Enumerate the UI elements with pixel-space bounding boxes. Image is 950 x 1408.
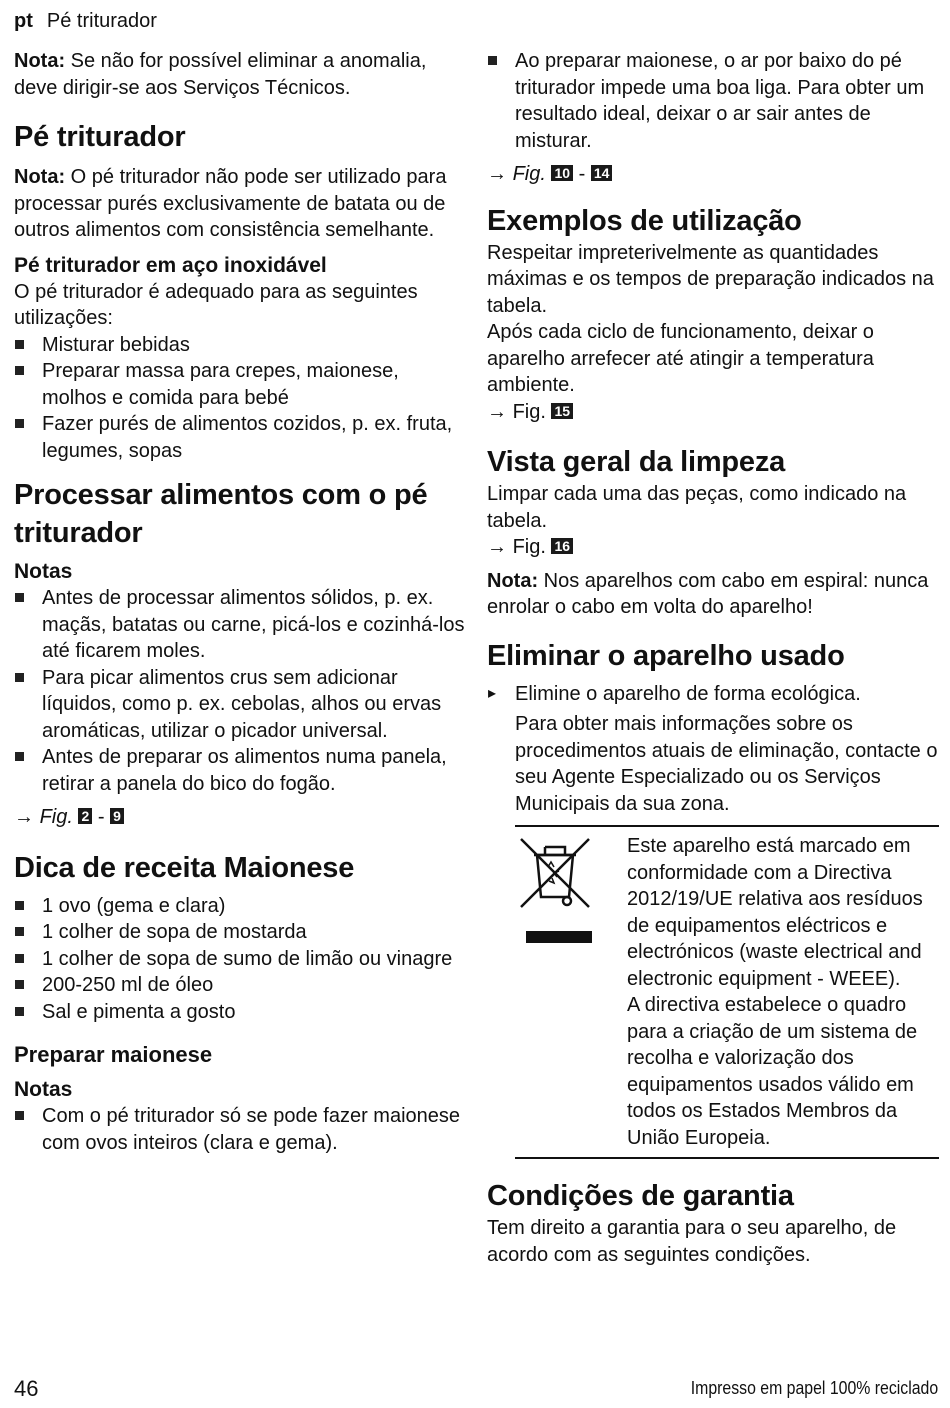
- step-item: ▸ Elimine o aparelho de forma ecológica.: [487, 681, 939, 708]
- paragraph: Este aparelho está marcado em conformidade com a Directiva 2012/19/UE relativa aos resíduos de equipamentos eléctricos e electrónicos (waste electrical and electronic equipment - WEEE).: [627, 835, 923, 990]
- weee-icon-cell: [515, 827, 625, 1157]
- arrow-icon: →: [487, 163, 507, 185]
- section-title-maionese: Dica de receita Maionese: [14, 851, 355, 884]
- uses-list: [14, 332, 466, 465]
- section-title-processar: Processar alimentos com o pé triturador: [14, 479, 428, 549]
- processing-notes-list: [14, 585, 466, 797]
- list-item: Antes de preparar os alimentos numa panela, retirar a panela do bico do fogão.: [14, 744, 466, 797]
- note-cabo-espiral: Nota: Nos aparelhos com cabo em espiral: nunca enrolar o cabo em volta do aparelho!: [487, 569, 929, 618]
- paragraph: Para obter mais informações sobre os procedimentos atuais de eliminação, contacte o seu Agente Especializado ou os Serviços Municipais da sua zona.: [515, 713, 938, 815]
- notes-heading: Notas: [14, 560, 73, 583]
- figure-reference: → Fig. 15: [487, 399, 939, 426]
- paragraph: A directiva estabelece o quadro para a criação de um sistema de recolha e valorização dos equipamentos usados válido em todos os Estados Membros da União Europeia.: [627, 994, 918, 1149]
- crossed-out-wheelie-bin-icon: [515, 833, 595, 943]
- arrow-icon: →: [487, 400, 507, 423]
- notes-heading: Notas: [14, 1078, 73, 1101]
- figure-number-badge: 15: [551, 403, 573, 419]
- disposal-steps: [487, 681, 939, 708]
- paragraph: Respeitar impreterivelmente as quantidades máximas e os tempos de preparação indicados na tabela.: [487, 241, 934, 317]
- section-title-eliminar: Eliminar o aparelho usado: [487, 639, 845, 672]
- list-item: Fazer purés de alimentos cozidos, p. ex. fruta, legumes, sopas: [14, 411, 466, 464]
- paragraph: Limpar cada uma das peças, como indicado na tabela.: [487, 483, 907, 532]
- page-header: [14, 10, 157, 33]
- footer-note: Impresso em papel 100% reciclado: [690, 1378, 938, 1398]
- weee-text: [625, 827, 939, 1157]
- section-title-limpeza: Vista geral da limpeza: [487, 446, 786, 478]
- list-item: Ao preparar maionese, o ar por baixo do pé triturador impede uma boa liga. Para obter um resultado ideal, deixar o ar sair antes de misturar.: [487, 48, 939, 154]
- figure-number-badge: 10: [551, 165, 573, 181]
- figure-reference: → Fig. 10 - 14: [487, 161, 939, 188]
- list-item: Antes de processar alimentos sólidos, p. ex. maçãs, batatas ou carne, picá-los e cozinhá-los até ficarem moles.: [14, 585, 466, 665]
- section-title-exemplos: Exemplos de utilização: [487, 204, 802, 237]
- right-column: [487, 48, 939, 1268]
- list-item: 1 colher de sopa de mostarda: [14, 919, 466, 946]
- list-item: Com o pé triturador só se pode fazer maionese com ovos inteiros (clara e gema).: [14, 1103, 466, 1156]
- paragraph: Tem direito a garantia para o seu aparelho, de acordo com as seguintes condições.: [487, 1217, 897, 1266]
- figure-number-badge: 9: [110, 808, 124, 824]
- list-item: 200-250 ml de óleo: [14, 972, 466, 999]
- figure-number-badge: 2: [78, 808, 92, 824]
- figure-reference: → Fig. 2 - 9: [14, 804, 466, 831]
- arrow-icon: →: [487, 536, 507, 558]
- list-item: Para picar alimentos crus sem adicionar líquidos, como p. ex. cebolas, alhos ou ervas aromáticas, utilizar o picador universal.: [14, 665, 466, 745]
- list-item: Misturar bebidas: [14, 332, 466, 359]
- page-number: 46: [14, 1376, 39, 1401]
- list-item: Sal e pimenta a gosto: [14, 999, 466, 1026]
- subsection-title-preparar-maionese: Preparar maionese: [14, 1042, 213, 1067]
- header-title: Pé triturador: [46, 10, 157, 32]
- figure-number-badge: 16: [551, 538, 573, 554]
- paragraph: Após cada ciclo de funcionamento, deixar o aparelho arrefecer até atingir a temperatura ambiente.: [487, 321, 874, 396]
- note-anomaly: Nota: Se não for possível eliminar a anomalia, deve dirigir-se aos Serviços Técnicos.: [14, 50, 427, 99]
- weee-notice-box: [515, 825, 939, 1159]
- list-item: 1 ovo (gema e clara): [14, 893, 466, 920]
- mayo-notes-list: [14, 1103, 466, 1156]
- figure-reference: → Fig. 16: [487, 534, 939, 561]
- arrow-icon: →: [14, 806, 34, 828]
- left-column: [14, 48, 466, 1156]
- language-code: pt: [14, 10, 33, 32]
- mayo-notes-list-continued: [487, 48, 939, 154]
- section-title-garantia: Condições de garantia: [487, 1180, 794, 1212]
- recipe-ingredients-list: [14, 893, 466, 1026]
- figure-number-badge: 14: [591, 165, 613, 181]
- section-title-pe-triturador: Pé triturador: [14, 121, 186, 153]
- list-item: 1 colher de sopa de sumo de limão ou vinagre: [14, 946, 466, 973]
- note-pures: Nota: O pé triturador não pode ser utilizado para processar purés exclusivamente de batata ou de outros alimentos com consistência semelhante.: [14, 166, 447, 241]
- subsection-title-aco-inox: Pé triturador em aço inoxidável: [14, 253, 327, 277]
- intro-text: O pé triturador é adequado para as seguintes utilizações:: [14, 280, 418, 329]
- list-item: Preparar massa para crepes, maionese, molhos e comida para bebé: [14, 358, 466, 411]
